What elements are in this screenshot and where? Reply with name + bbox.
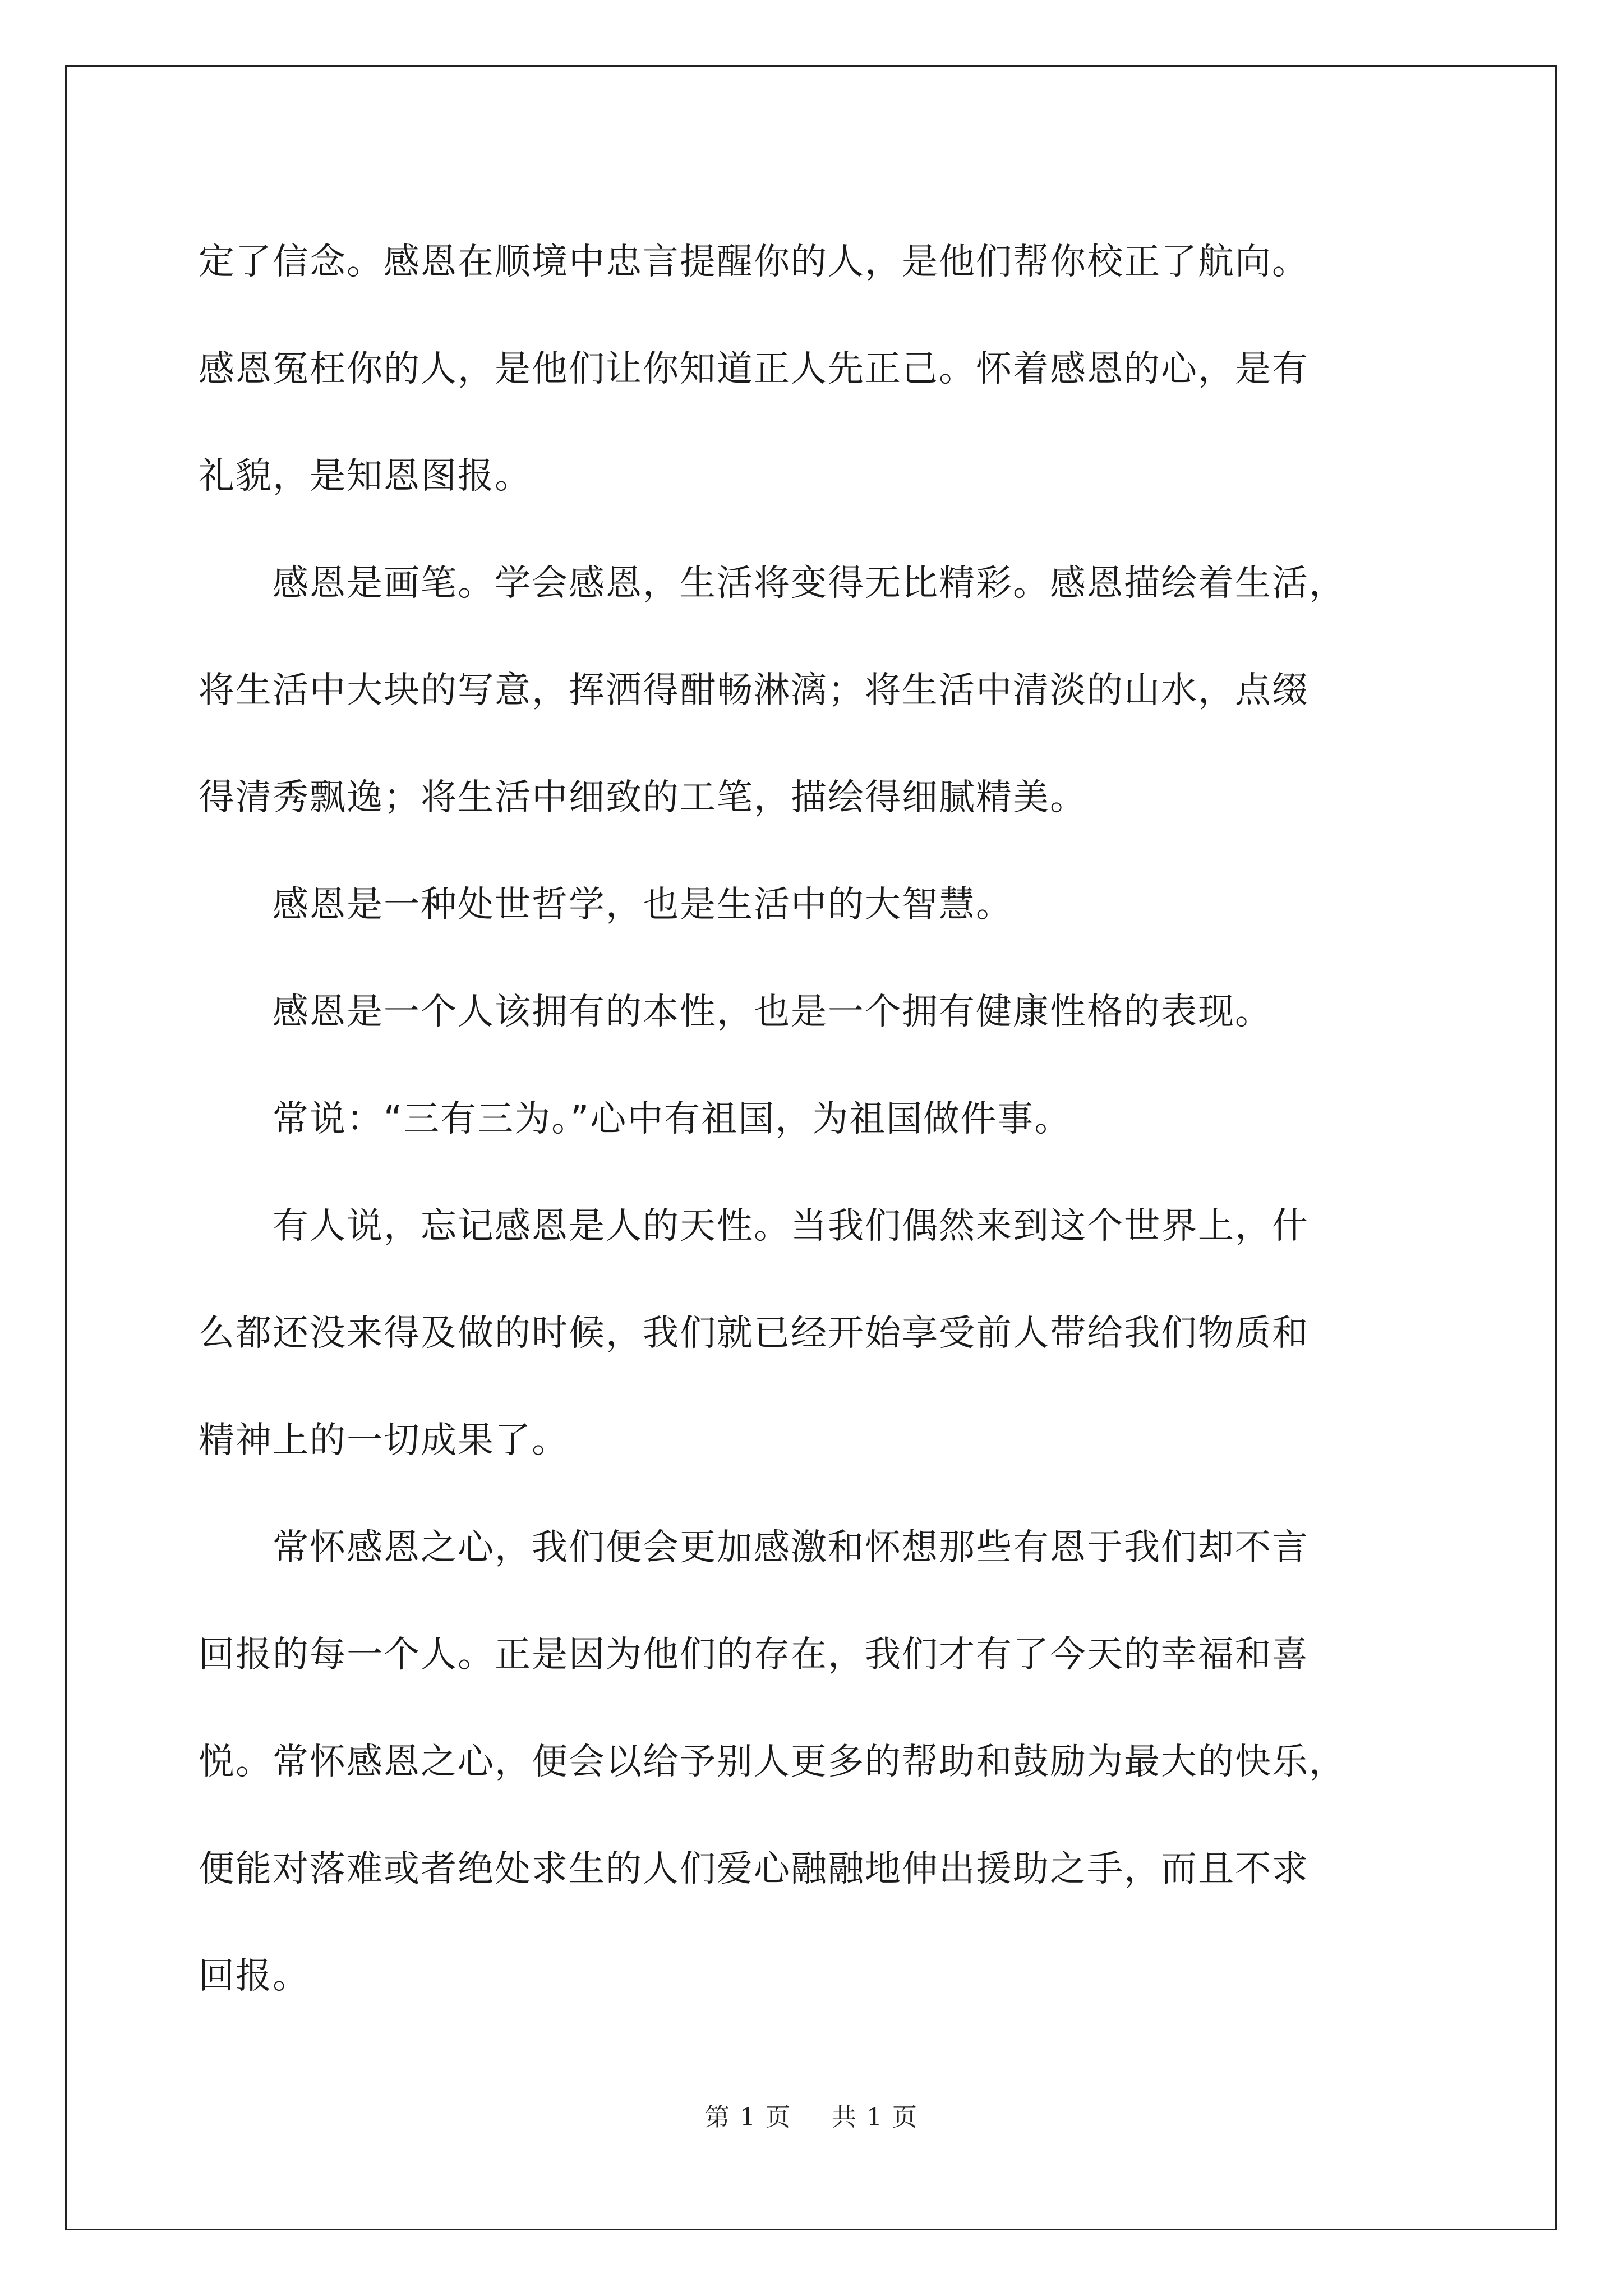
text-line: 回报的每一个人。正是因为他们的存在，我们才有了今天的幸福和喜 [199, 1634, 1309, 1676]
text-line: 感恩是一种处世哲学，也是生活中的大智慧。 [199, 884, 1013, 926]
text-line: 将生活中大块的写意，挥洒得酣畅淋漓；将生活中清淡的山水，点缀 [199, 670, 1309, 711]
text-line: 得清秀飘逸；将生活中细致的工笔，描绘得细腻精美。 [199, 777, 1087, 818]
text-line: 定了信念。感恩在顺境中忠言提醒你的人，是他们帮你校正了航向。 [199, 241, 1309, 283]
document-body [199, 209, 1438, 2030]
text-line: 回报。 [199, 1955, 310, 1997]
paragraph-3 [199, 852, 1438, 959]
paragraph-1 [199, 209, 1438, 530]
text-line: 感恩是画笔。学会感恩，生活将变得无比精彩。感恩描绘着生活， [199, 563, 1346, 604]
paragraph-7 [199, 1494, 1438, 2030]
text-line: 便能对落难或者绝处求生的人们爱心融融地伸出援助之手，而且不求 [199, 1848, 1309, 1890]
paragraph-4 [199, 959, 1438, 1066]
text-line: 感恩是一个人该拥有的本性，也是一个拥有健康性格的表现。 [199, 991, 1272, 1033]
text-line: 礼貌，是知恩图报。 [199, 455, 532, 497]
text-line: 感恩冤枉你的人，是他们让你知道正人先正己。怀着感恩的心，是有 [199, 348, 1309, 390]
paragraph-5 [199, 1066, 1438, 1173]
text-line: 么都还没来得及做的时候，我们就已经开始享受前人带给我们物质和 [199, 1313, 1309, 1354]
page-footer [0, 2101, 1623, 2134]
text-line: 悦。常怀感恩之心，便会以给予别人更多的帮助和鼓励为最大的快乐， [199, 1741, 1346, 1783]
text-line: 有人说，忘记感恩是人的天性。当我们偶然来到这个世界上，什 [199, 1205, 1309, 1247]
paragraph-6 [199, 1173, 1438, 1494]
page-number: 第 1 页 [705, 2103, 791, 2132]
text-line: 常怀感恩之心，我们便会更加感激和怀想那些有恩于我们却不言 [199, 1527, 1309, 1568]
text-line: 精神上的一切成果了。 [199, 1420, 569, 1461]
paragraph-2 [199, 530, 1438, 852]
page-total: 共 1 页 [832, 2103, 918, 2132]
text-line: 常说：“三有三为。”心中有祖国，为祖国做件事。 [199, 1098, 1072, 1140]
